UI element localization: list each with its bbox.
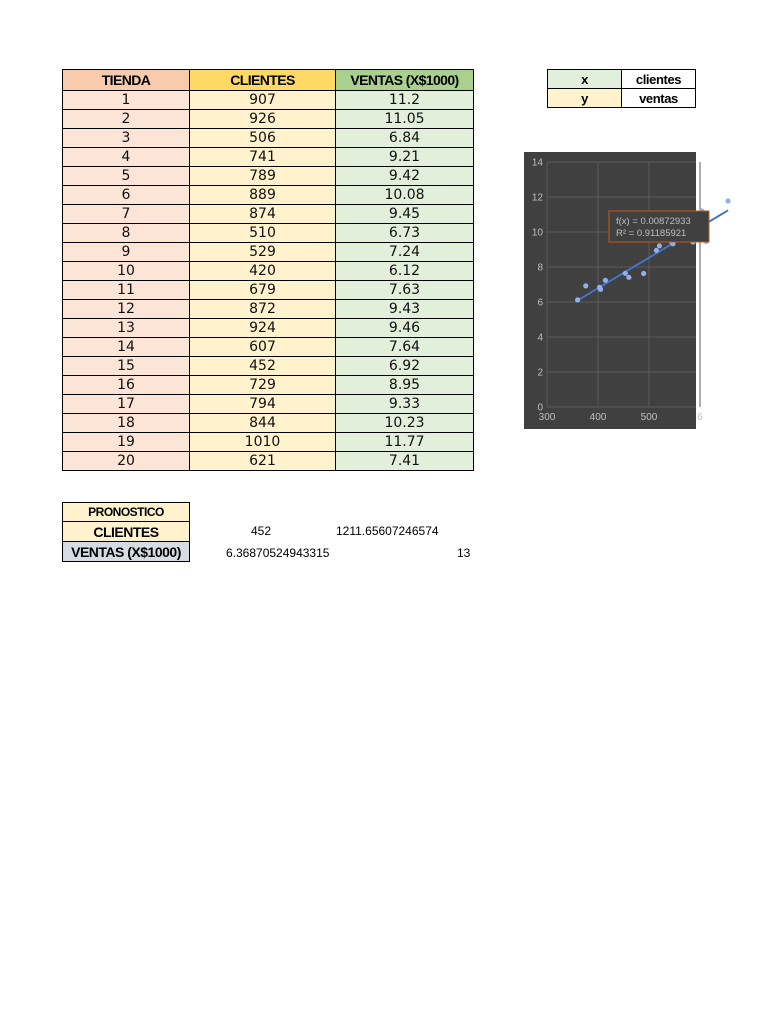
forecast-table: [62, 502, 190, 562]
clientes-cell[interactable]: 621: [190, 452, 336, 471]
table-row: [63, 357, 474, 376]
ventas-cell[interactable]: 10.23: [336, 414, 474, 433]
ventas-cell[interactable]: 9.33: [336, 395, 474, 414]
table-row: [63, 262, 474, 281]
table-row: [63, 167, 474, 186]
clientes-cell[interactable]: 926: [190, 110, 336, 129]
ventas-cell[interactable]: 7.24: [336, 243, 474, 262]
tienda-cell[interactable]: 18: [63, 414, 190, 433]
equation-text: f(x) = 0.00872933: [616, 216, 691, 227]
tienda-cell[interactable]: 20: [63, 452, 190, 471]
x-tick-label: 300: [538, 412, 556, 423]
y-tick-label: 4: [537, 332, 543, 344]
forecast-clientes-label[interactable]: CLIENTES: [63, 522, 190, 542]
data-point: [623, 271, 628, 276]
data-point: [603, 278, 608, 283]
ventas-cell[interactable]: 8.95: [336, 376, 474, 395]
tienda-cell[interactable]: 15: [63, 357, 190, 376]
table-row: [63, 281, 474, 300]
ventas-cell[interactable]: 6.12: [336, 262, 474, 281]
clientes-cell[interactable]: 789: [190, 167, 336, 186]
tienda-cell[interactable]: 16: [63, 376, 190, 395]
r2-text: R² = 0.91185921: [616, 228, 687, 239]
clientes-cell[interactable]: 510: [190, 224, 336, 243]
ventas-cell[interactable]: 10.08: [336, 186, 474, 205]
forecast-clientes-extra[interactable]: 1211.65607246574: [336, 524, 439, 538]
table-row: [63, 243, 474, 262]
x-tick-label: 500: [640, 412, 658, 423]
y-value-cell[interactable]: ventas: [622, 89, 696, 108]
forecast-clientes-value[interactable]: 452: [251, 524, 272, 538]
header-tienda[interactable]: TIENDA: [63, 70, 190, 91]
tienda-cell[interactable]: 4: [63, 148, 190, 167]
x-value-cell[interactable]: clientes: [622, 70, 696, 89]
ventas-cell[interactable]: 6.92: [336, 357, 474, 376]
scatter-chart[interactable]: [524, 152, 703, 429]
table-row: [63, 319, 474, 338]
table-row: [63, 224, 474, 243]
variable-row-x: [548, 70, 696, 89]
forecast-ventas-extra[interactable]: 13: [457, 546, 471, 560]
clientes-cell[interactable]: 872: [190, 300, 336, 319]
y-tick-label: 14: [531, 157, 543, 169]
clientes-cell[interactable]: 844: [190, 414, 336, 433]
variable-row-y: [548, 89, 696, 108]
clientes-cell[interactable]: 794: [190, 395, 336, 414]
ventas-cell[interactable]: 9.21: [336, 148, 474, 167]
table-row: [63, 433, 474, 452]
clientes-cell[interactable]: 529: [190, 243, 336, 262]
ventas-cell[interactable]: 11.77: [336, 433, 474, 452]
tienda-cell[interactable]: 3: [63, 129, 190, 148]
data-point: [641, 271, 646, 276]
clientes-cell[interactable]: 607: [190, 338, 336, 357]
ventas-cell[interactable]: 11.2: [336, 91, 474, 110]
table-row: [63, 414, 474, 433]
ventas-cell[interactable]: 9.43: [336, 300, 474, 319]
table-row: [63, 148, 474, 167]
ventas-cell[interactable]: 7.41: [336, 452, 474, 471]
table-row: [63, 376, 474, 395]
tienda-cell[interactable]: 5: [63, 167, 190, 186]
y-tick-label: 2: [537, 367, 543, 379]
clientes-cell[interactable]: 679: [190, 281, 336, 300]
clientes-cell[interactable]: 1010: [190, 433, 336, 452]
chart-canvas: [524, 152, 703, 429]
ventas-cell[interactable]: 6.73: [336, 224, 474, 243]
tienda-cell[interactable]: 8: [63, 224, 190, 243]
tienda-cell[interactable]: 9: [63, 243, 190, 262]
forecast-ventas-label[interactable]: VENTAS (X$1000): [63, 542, 190, 562]
forecast-ventas-value[interactable]: 6.36870524943315: [226, 546, 330, 560]
data-point: [657, 243, 662, 248]
table-row: [63, 338, 474, 357]
table-row: [63, 129, 474, 148]
tienda-cell[interactable]: 2: [63, 110, 190, 129]
ventas-cell[interactable]: 7.64: [336, 338, 474, 357]
table-row: [63, 452, 474, 471]
table-header-row: [63, 70, 474, 91]
y-tick-label: 10: [531, 227, 543, 239]
header-ventas[interactable]: VENTAS (X$1000): [336, 70, 474, 91]
clientes-cell[interactable]: 506: [190, 129, 336, 148]
y-tick-label: 6: [537, 297, 543, 309]
y-tick-label: 0: [537, 402, 543, 414]
table-row: [63, 110, 474, 129]
variables-table: [547, 69, 696, 108]
tienda-cell[interactable]: 7: [63, 205, 190, 224]
x-tick-label: 400: [589, 412, 607, 423]
clientes-cell[interactable]: 729: [190, 376, 336, 395]
x-tick-label: 6: [697, 412, 703, 423]
tienda-cell[interactable]: 6: [63, 186, 190, 205]
table-body: [63, 91, 474, 471]
table-row: [63, 300, 474, 319]
data-table: [62, 69, 474, 471]
data-point: [626, 275, 631, 280]
tienda-cell[interactable]: 1: [63, 91, 190, 110]
y-tick-label: 12: [531, 192, 543, 204]
tienda-cell[interactable]: 11: [63, 281, 190, 300]
data-point: [654, 248, 659, 253]
clientes-cell[interactable]: 452: [190, 357, 336, 376]
data-point: [725, 198, 730, 203]
ventas-cell[interactable]: 6.84: [336, 129, 474, 148]
y-label-cell[interactable]: y: [548, 89, 622, 108]
table-row: [63, 91, 474, 110]
clientes-cell[interactable]: 907: [190, 91, 336, 110]
ventas-cell[interactable]: 7.63: [336, 281, 474, 300]
ventas-cell[interactable]: 11.05: [336, 110, 474, 129]
ventas-cell[interactable]: 9.46: [336, 319, 474, 338]
data-point: [575, 297, 580, 302]
header-clientes[interactable]: CLIENTES: [190, 70, 336, 91]
table-row: [63, 395, 474, 414]
clientes-cell[interactable]: 420: [190, 262, 336, 281]
data-point: [598, 287, 603, 292]
ventas-cell[interactable]: 9.45: [336, 205, 474, 224]
ventas-cell[interactable]: 9.42: [336, 167, 474, 186]
table-row: [63, 186, 474, 205]
tienda-cell[interactable]: 19: [63, 433, 190, 452]
tienda-cell[interactable]: 14: [63, 338, 190, 357]
tienda-cell[interactable]: 13: [63, 319, 190, 338]
tienda-cell[interactable]: 12: [63, 300, 190, 319]
clientes-cell[interactable]: 874: [190, 205, 336, 224]
clientes-cell[interactable]: 741: [190, 148, 336, 167]
x-label-cell[interactable]: x: [548, 70, 622, 89]
tienda-cell[interactable]: 17: [63, 395, 190, 414]
clientes-cell[interactable]: 889: [190, 186, 336, 205]
y-tick-label: 8: [537, 262, 543, 274]
clientes-cell[interactable]: 924: [190, 319, 336, 338]
tienda-cell[interactable]: 10: [63, 262, 190, 281]
forecast-title-cell[interactable]: PRONOSTICO: [63, 503, 190, 522]
table-row: [63, 205, 474, 224]
data-point: [583, 283, 588, 288]
